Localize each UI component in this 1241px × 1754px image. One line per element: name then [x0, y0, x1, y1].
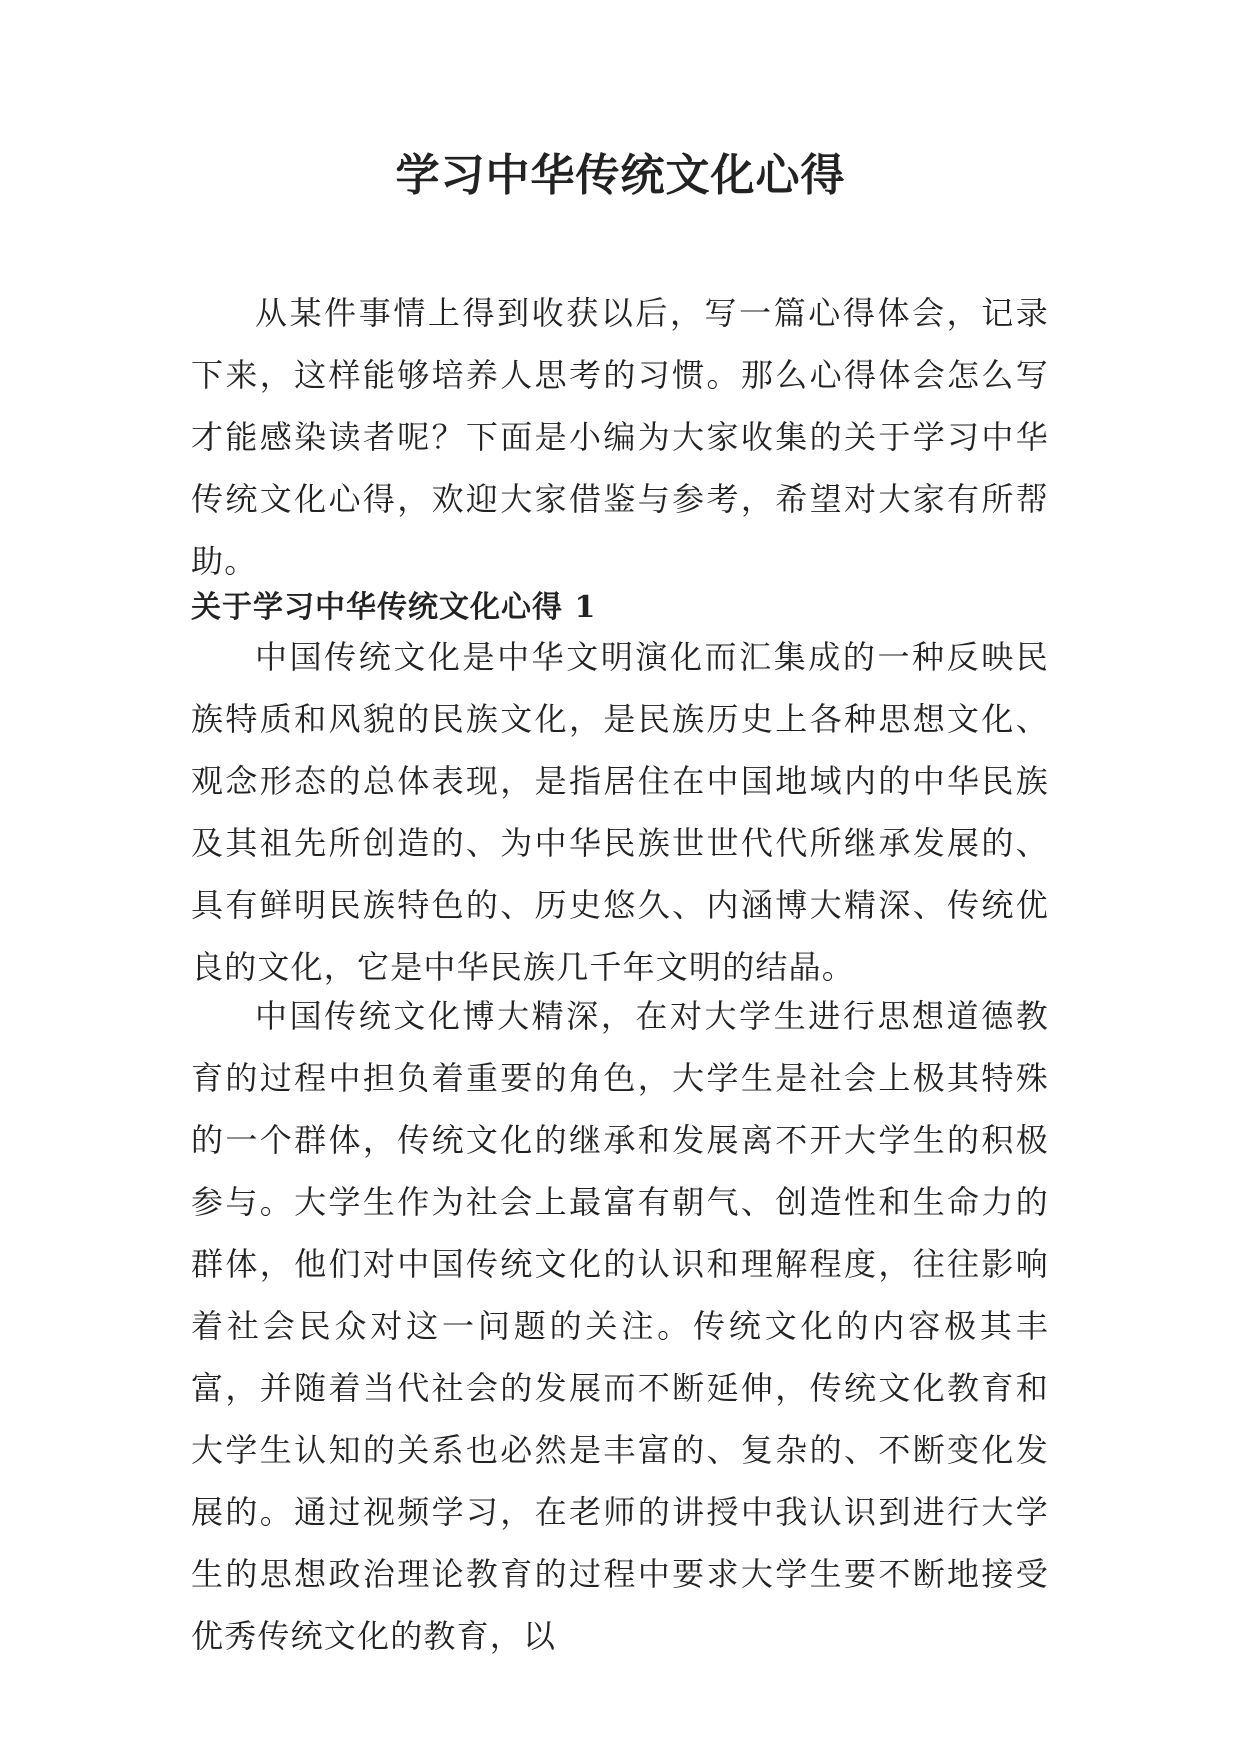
body-paragraph-2: 中国传统文化博大精深，在对大学生进行思想道德教育的过程中担负着重要的角色，大学生是社会上极其特殊的一个群体，传统文化的继承和发展离不开大学生的积极参与。大学生作为社会上最富有朝气、创造性和生命力的群体，他们对中国传统文化的认识和理解程度，往往影响着社会民众对这一问题的关注。传统文化的内容极其丰富，并随着当代社会的发展而不断延伸，传统文化教育和大学生认知的关系也必然是丰富的、复杂的、不断变化发展的。通过视频学习，在老师的讲授中我认识到进行大学生的思想政治理论教育的过程中要求大学生要不断地接受优秀传统文化的教育，以	[191, 997, 1049, 1655]
section-heading: 关于学习中华传统文化心得 1	[191, 590, 597, 625]
page-title: 学习中华传统文化心得	[395, 150, 846, 201]
intro-paragraph: 从某件事情上得到收获以后，写一篇心得体会，记录下来，这样能够培养人思考的习惯。那么心得体会怎么写才能感染读者呢？下面是小编为大家收集的关于学习中华传统文化心得，欢迎大家借鉴与参考，希望对大家有所帮助。	[191, 294, 1049, 580]
body-paragraph-1: 中国传统文化是中华文明演化而汇集成的一种反映民族特质和风貌的民族文化，是民族历史上各种思想文化、观念形态的总体表现，是指居住在中国地域内的中华民族及其祖先所创造的、为中华民族世世代代所继承发展的、具有鲜明民族特色的、历史悠久、内涵博大精深、传统优良的文化，它是中华民族几千年文明的结晶。	[191, 638, 1049, 986]
